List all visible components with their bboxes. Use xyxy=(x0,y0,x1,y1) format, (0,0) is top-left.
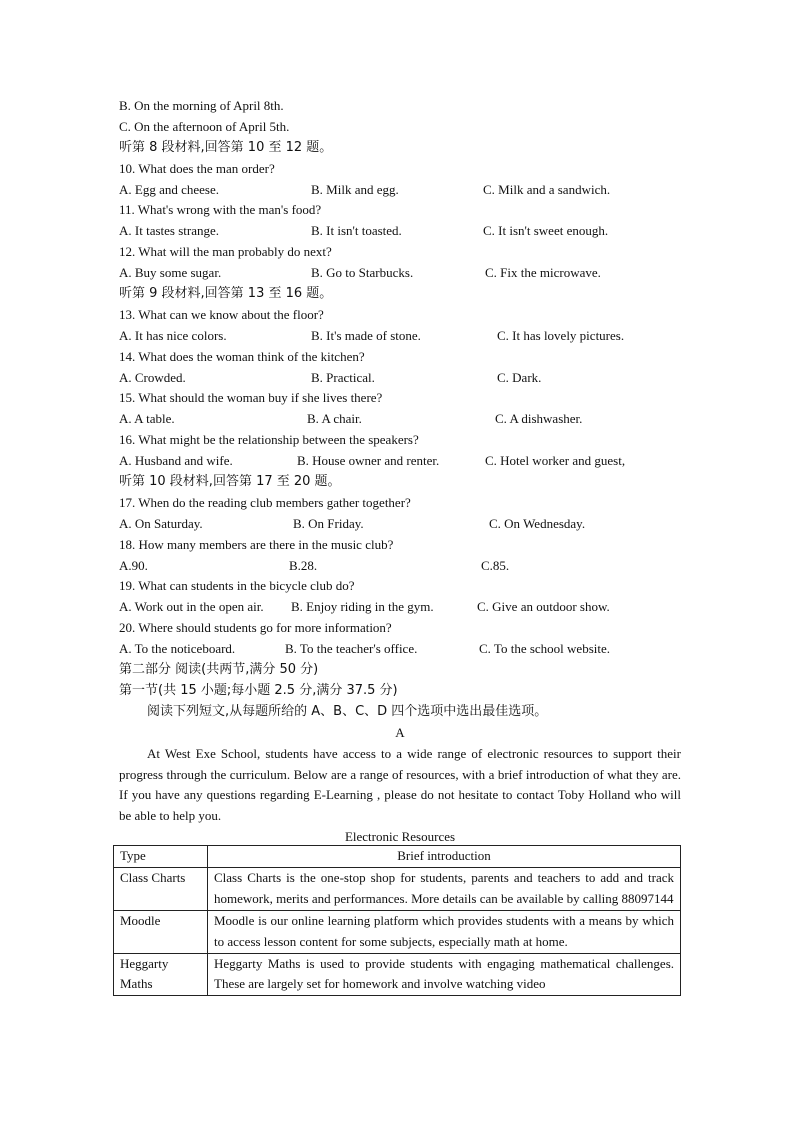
option-a: A. Egg and cheese. xyxy=(119,181,219,197)
section10-instruction: 听第 10 段材料,回答第 17 至 20 题。 xyxy=(119,474,341,490)
section9-instruction: 听第 9 段材料,回答第 13 至 16 题。 xyxy=(119,286,333,302)
row-type: Class Charts xyxy=(114,867,208,910)
question-16-options xyxy=(119,451,681,472)
option-b: B. It isn't toasted. xyxy=(311,223,402,239)
question-10: 10. What does the man order? xyxy=(119,160,275,176)
q9-option-c: C. On the afternoon of April 5th. xyxy=(119,118,290,134)
option-b: B. Go to Starbucks. xyxy=(311,265,414,281)
question-16: 16. What might be the relationship between the speakers? xyxy=(119,432,419,448)
table-header-row xyxy=(114,846,681,868)
reading-instruction: 阅读下列短文,从每题所给的 A、B、C、D 四个选项中选出最佳选项。 xyxy=(147,703,548,719)
electronic-resources-table xyxy=(113,845,681,996)
option-a: A. It tastes strange. xyxy=(119,223,220,239)
question-14: 14. What does the woman think of the kitchen? xyxy=(119,348,365,364)
exam-page xyxy=(119,96,681,848)
row-intro: Moodle is our online learning platform which provides students with a means by which to access lesson content for some subjects, especially math at home. xyxy=(208,910,681,953)
option-a: A. On Saturday. xyxy=(119,515,203,531)
question-19: 19. What can students in the bicycle club do? xyxy=(119,578,355,594)
question-18: 18. How many members are there in the music club? xyxy=(119,536,394,552)
option-a: A. It has nice colors. xyxy=(119,327,227,343)
option-b: B. Milk and egg. xyxy=(311,181,399,197)
option-c: C. Hotel worker and guest, xyxy=(485,453,626,469)
section8-instruction: 听第 8 段材料,回答第 10 至 12 题。 xyxy=(119,139,333,155)
row-intro xyxy=(208,953,681,995)
option-c: C. Give an outdoor show. xyxy=(477,599,610,615)
option-a: A. Crowded. xyxy=(119,369,186,385)
row-type xyxy=(114,953,208,995)
row-type-text: Heggarty Maths xyxy=(120,955,169,992)
question-10-options xyxy=(119,180,681,201)
reading-section-title: 第一节(共 15 小题;每小题 2.5 分,满分 37.5 分) xyxy=(119,682,398,698)
question-15-options xyxy=(119,409,681,430)
option-c: C. Milk and a sandwich. xyxy=(483,181,611,197)
table-row xyxy=(114,953,681,995)
table-caption: Electronic Resources xyxy=(344,829,456,845)
option-c: C.85. xyxy=(481,557,510,573)
option-b: B. A chair. xyxy=(307,411,362,427)
reading-part-title: 第二部分 阅读(共两节,满分 50 分) xyxy=(119,662,319,678)
option-c: C. A dishwasher. xyxy=(495,411,583,427)
question-11: 11. What's wrong with the man's food? xyxy=(119,202,322,218)
option-c: C. It has lovely pictures. xyxy=(497,327,625,343)
row-intro-text: Heggarty Maths is used to provide students with engaging mathematical challenges. These are largely set for homework and involve watching video xyxy=(214,955,674,992)
option-b: B. Enjoy riding in the gym. xyxy=(291,599,434,615)
question-17-options xyxy=(119,514,681,535)
question-20: 20. Where should students go for more information? xyxy=(119,620,392,636)
option-c: C. Dark. xyxy=(497,369,542,385)
question-20-options xyxy=(119,639,681,660)
question-12-options xyxy=(119,263,681,284)
option-c: C. To the school website. xyxy=(479,641,611,657)
question-11-options xyxy=(119,221,681,242)
option-a: A. To the noticeboard. xyxy=(119,641,236,657)
option-c: C. Fix the microwave. xyxy=(485,265,601,281)
question-13: 13. What can we know about the floor? xyxy=(119,306,324,322)
row-intro: Class Charts is the one-stop shop for students, parents and teachers to add and track homework, merits and performances. More details can be available by calling 88097144 xyxy=(208,867,681,910)
question-15: 15. What should the woman buy if she lives there? xyxy=(119,390,383,406)
option-b: B. It's made of stone. xyxy=(311,327,421,343)
question-14-options xyxy=(119,368,681,389)
question-19-options xyxy=(119,597,681,618)
option-b: B. House owner and renter. xyxy=(297,453,440,469)
question-13-options xyxy=(119,326,681,347)
option-b: B.28. xyxy=(289,557,318,573)
option-c: C. On Wednesday. xyxy=(489,515,586,531)
q9-option-b: B. On the morning of April 8th. xyxy=(119,98,284,113)
question-18-options xyxy=(119,556,681,577)
option-a: A. Work out in the open air. xyxy=(119,599,264,615)
option-b: B. On Friday. xyxy=(293,515,364,531)
option-b: B. Practical. xyxy=(311,369,375,385)
option-a: A. Buy some sugar. xyxy=(119,265,222,281)
passage-label: A xyxy=(395,724,405,740)
option-c: C. It isn't sweet enough. xyxy=(483,223,609,239)
header-type: Type xyxy=(114,846,208,868)
header-brief-introduction: Brief introduction xyxy=(208,846,681,868)
question-12: 12. What will the man probably do next? xyxy=(119,244,332,260)
table-row xyxy=(114,867,681,910)
option-a: A. Husband and wife. xyxy=(119,453,233,469)
passage-paragraph: At West Exe School, students have access to a wide range of electronic resources to support their progress through the curriculum. Below are a range of resources, with a brief introduction of what they are. If you have any questions regarding E-Learning , please do not hesitate to contact Toby Holland who will be able to help you. xyxy=(119,745,681,824)
option-a: A.90. xyxy=(119,557,148,573)
table-row xyxy=(114,910,681,953)
option-a: A. A table. xyxy=(119,411,175,427)
question-17: 17. When do the reading club members gather together? xyxy=(119,494,411,510)
option-b: B. To the teacher's office. xyxy=(285,641,418,657)
row-type: Moodle xyxy=(114,910,208,953)
